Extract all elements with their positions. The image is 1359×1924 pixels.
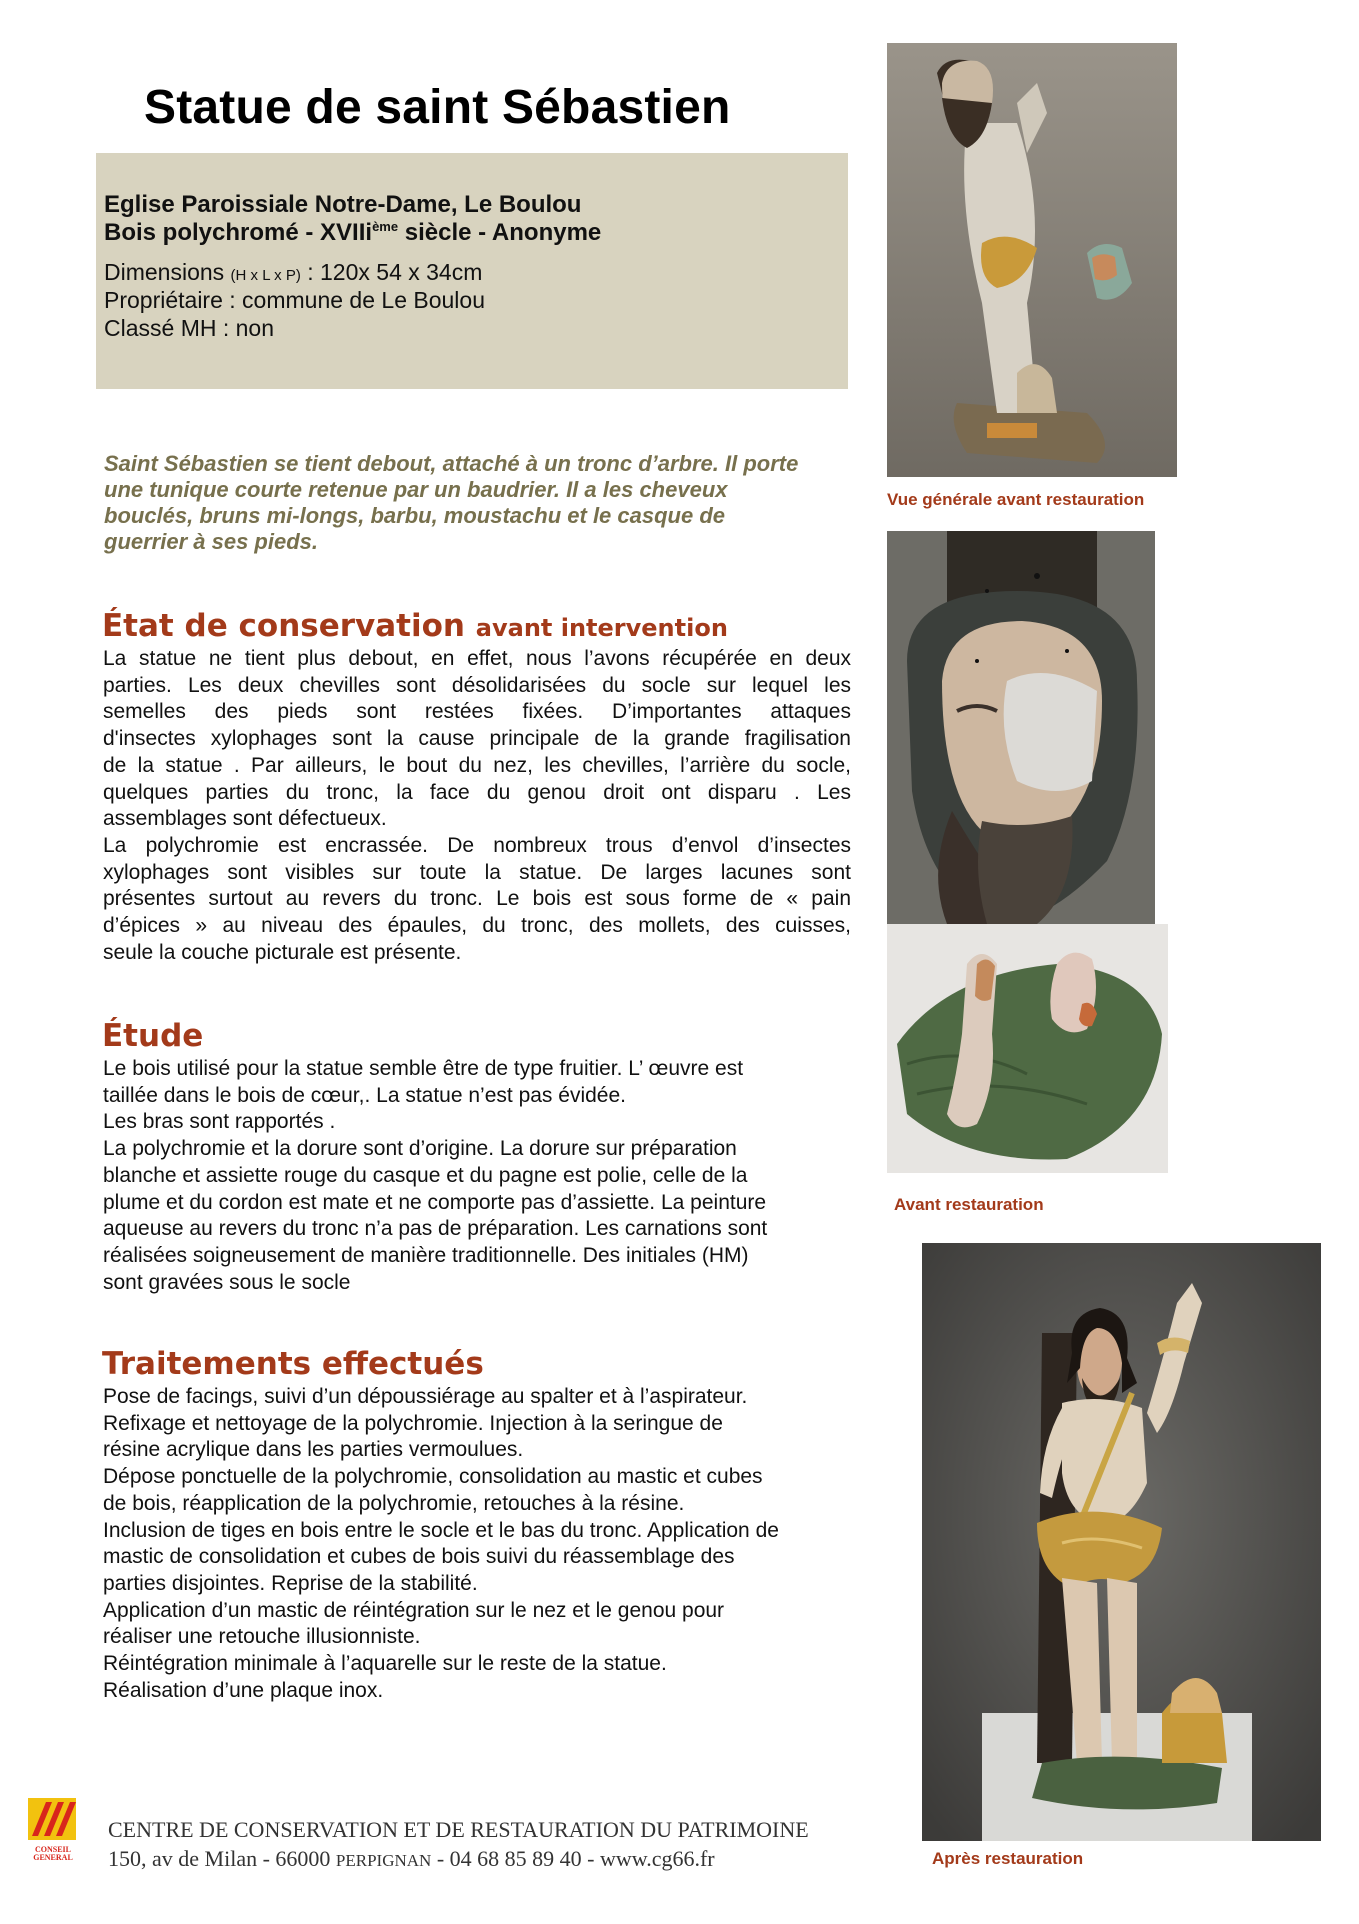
text-line: Application d’un mastic de réintégration sur le nez et le genou pour (103, 1598, 725, 1622)
caption-before: Avant restauration (894, 1195, 1044, 1214)
conseil-general-logo (26, 1796, 80, 1866)
section-heading-etat: État de conservation avant intervention (102, 608, 728, 644)
text-line: d’épices » au niveau des épaules, du tronc, des mollets, des cuisses, (103, 914, 851, 938)
text-line: aqueuse au revers du tronc n’a pas de préparation. Les carnations sont (103, 1217, 768, 1241)
intro-line: Saint Sébastien se tient debout, attaché à un tronc d’arbre. Il porte (104, 451, 799, 476)
text-line: quelques parties du tronc, la face du genou droit ont disparu . Les (103, 780, 851, 804)
text-line: taillée dans le bois de cœur,. La statue n’est pas évidée. (103, 1083, 626, 1107)
svg-text:GENERAL: GENERAL (33, 1853, 73, 1862)
info-dimensions: Dimensions (H x L x P) : 120x 54 x 34cm (104, 259, 483, 285)
footer-address: 150, av de Milan - 66000 PERPIGNAN - 04 68 85 89 40 - www.cg66.fr (108, 1846, 715, 1871)
page-title: Statue de saint Sébastien (144, 81, 731, 134)
caption-after: Après restauration (932, 1849, 1084, 1868)
text-line: présentes surtout au revers du tronc. Le bois est sous forme de « pain (103, 887, 851, 911)
intro-line: une tunique courte retenue par un baudrier. Il a les cheveux (104, 477, 728, 502)
text-line: assemblages sont défectueux. (103, 807, 387, 831)
text-line: Les bras sont rapportés . (103, 1110, 336, 1134)
text-line: La polychromie et la dorure sont d’origine. La dorure sur préparation (103, 1137, 737, 1161)
footer-org-name: CENTRE DE CONSERVATION ET DE RESTAURATION DU PATRIMOINE (108, 1817, 809, 1842)
text-line: plume et du cordon est mate et ne comporte pas d’assiette. La peinture (103, 1190, 767, 1214)
text-line: xylophages sont visibles sur toute la statue. De larges lacunes sont (103, 860, 851, 884)
text-line: blanche et assiette rouge du casque et du pagne est polie, celle de la (103, 1163, 748, 1187)
text-line: Refixage et nettoyage de la polychromie. Injection à la seringue de (103, 1411, 723, 1435)
intro-line: guerrier à ses pieds. (104, 529, 318, 554)
text-line: parties disjointes. Reprise de la stabilité. (103, 1571, 478, 1595)
photo-head-detail (887, 531, 1155, 924)
info-owner: Propriétaire : commune de Le Boulou (104, 287, 485, 313)
text-line: seule la couche picturale est présente. (103, 940, 462, 964)
photo-after-restoration (922, 1243, 1321, 1841)
text-line: de bois, réapplication de la polychromie, retouches à la résine. (103, 1491, 685, 1515)
section-heading-etude: Étude (102, 1018, 204, 1054)
section-text-etat (103, 646, 851, 966)
text-line: mastic de consolidation et cubes de bois suivi du réassemblage des (103, 1545, 735, 1569)
intro-description (104, 451, 864, 555)
text-line: La statue ne tient plus debout, en effet, nous l’avons récupérée en deux (103, 647, 851, 670)
text-line: parties. Les deux chevilles sont désolidarisées du socle sur lequel les (103, 673, 851, 697)
text-line: Inclusion de tiges en bois entre le socle et le bas du tronc. Application de (103, 1518, 779, 1542)
text-line: sont gravées sous le socle (103, 1270, 351, 1294)
svg-text:CONSEIL: CONSEIL (34, 1845, 72, 1854)
section-heading-traitements: Traitements effectués (102, 1346, 484, 1382)
photo-feet-base (887, 924, 1168, 1173)
text-line: Dépose ponctuelle de la polychromie, consolidation au mastic et cubes (103, 1465, 763, 1489)
info-material: Bois polychromé - XVIIi$^{ème}$ siècle - Anonyme (104, 219, 602, 246)
info-classified: Classé MH : non (104, 315, 275, 341)
text-line: d'insectes xylophages sont la cause principale de la grande fragilisation (103, 727, 851, 751)
text-line: résine acrylique dans les parties vermoulues. (103, 1438, 524, 1462)
section-text-etude (103, 1056, 851, 1296)
text-line: Pose de facings, suivi d’un dépoussiérage au spalter et à l’aspirateur. (103, 1385, 748, 1408)
text-line: semelles des pieds sont restées fixées. D’importantes attaques (103, 700, 851, 724)
info-location: Eglise Paroissiale Notre-Dame, Le Boulou (104, 191, 582, 218)
text-line: Le bois utilisé pour la statue semble être de type fruitier. L’ œuvre est (103, 1057, 744, 1080)
section-text-traitements (103, 1384, 851, 1704)
intro-line: bouclés, bruns mi-longs, barbu, moustachu et le casque de (104, 503, 726, 528)
text-line: réaliser une retouche illusionniste. (103, 1625, 421, 1649)
text-line: La polychromie est encrassée. De nombreux trous d’envol d’insectes (103, 833, 851, 857)
text-line: Réalisation d’une plaque inox. (103, 1678, 384, 1702)
text-line: Réintégration minimale à l’aquarelle sur le reste de la statue. (103, 1652, 667, 1676)
info-box (96, 153, 848, 389)
text-line: réalisées soigneusement de manière traditionnelle. Des initiales (HM) (103, 1243, 749, 1267)
photo-general-before (887, 43, 1177, 477)
caption-general-before: Vue générale avant restauration (887, 490, 1145, 509)
text-line: de la statue . Par ailleurs, le bout du nez, les chevilles, l’arrière du socle, (103, 753, 851, 777)
